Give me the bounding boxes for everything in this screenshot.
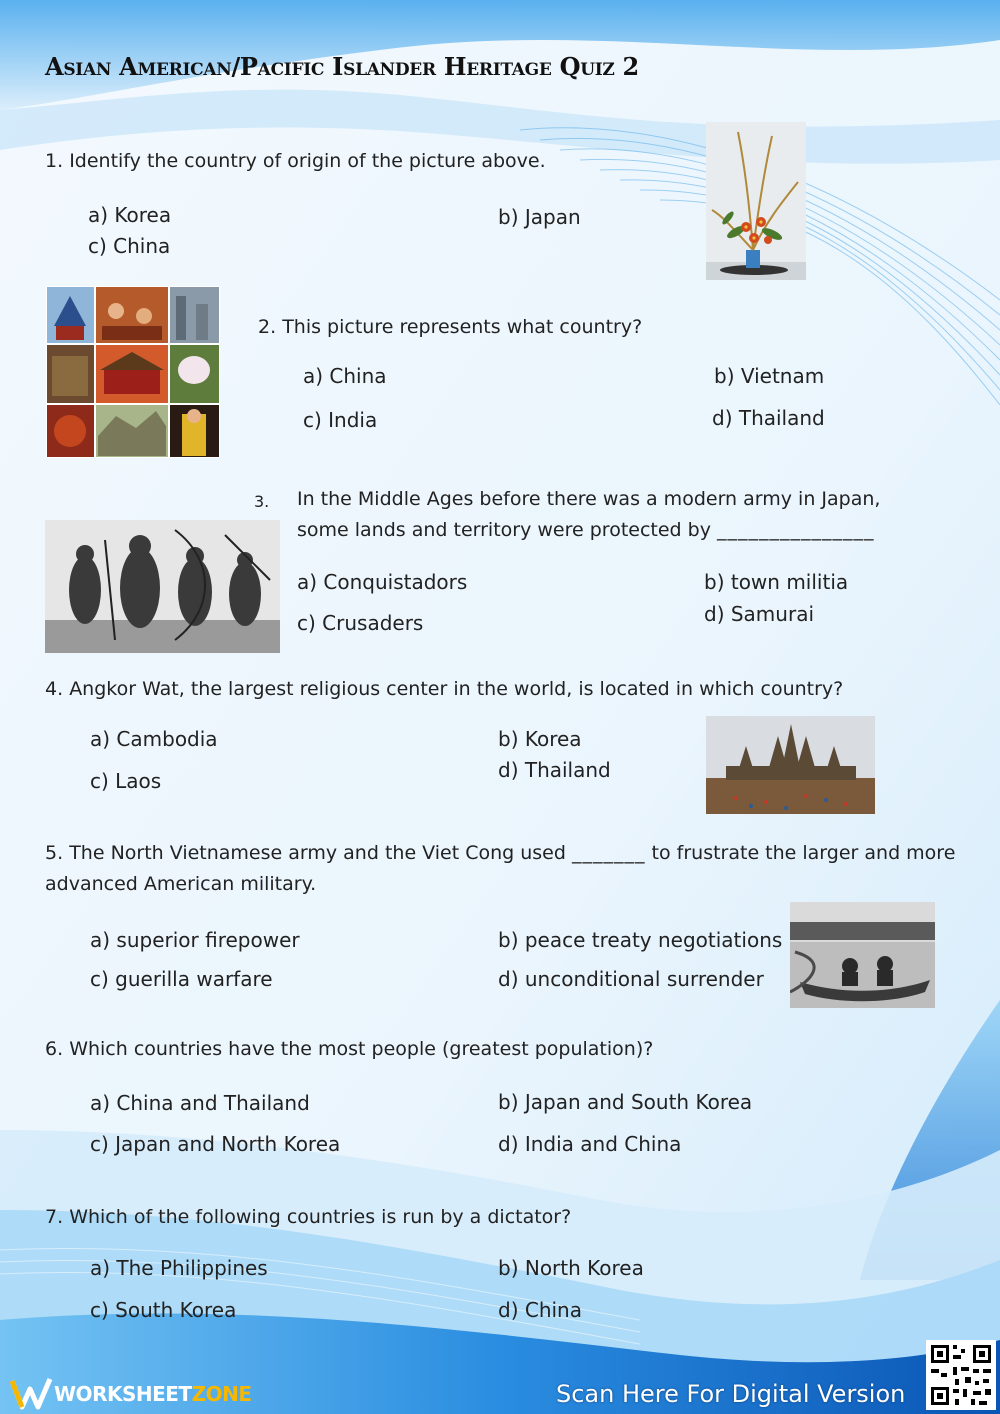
question-3-line-1: In the Middle Ages before there was a modern army in Japan, (297, 488, 881, 510)
q1-option-b[interactable]: b) Japan (498, 205, 581, 229)
q4-option-d[interactable]: d) Thailand (498, 758, 611, 782)
question-2 (258, 316, 642, 338)
brand-part-2: ZONE (191, 1382, 252, 1406)
qr-code-icon[interactable] (926, 1340, 996, 1410)
q2-option-c[interactable]: c) India (303, 408, 378, 432)
question-number: 6. (45, 1038, 64, 1060)
q1-option-a[interactable]: a) Korea (88, 203, 172, 227)
q3-option-d[interactable]: d) Samurai (704, 602, 814, 626)
q7-option-c[interactable]: c) South Korea (90, 1298, 237, 1322)
question-number: 2. (258, 316, 277, 338)
q4-option-c[interactable]: c) Laos (90, 769, 162, 793)
q5-option-c[interactable]: c) guerilla warfare (90, 967, 273, 991)
worksheetzone-logo-icon (10, 1377, 54, 1411)
ikebana-picture (706, 122, 806, 280)
q4-option-a[interactable]: a) Cambodia (90, 727, 218, 751)
q7-option-a[interactable]: a) The Philippines (90, 1256, 268, 1280)
question-number: 5. (45, 842, 64, 864)
question-6 (45, 1038, 653, 1060)
q2-option-b[interactable]: b) Vietnam (714, 364, 825, 388)
brand-name (54, 1382, 251, 1406)
question-text: Angkor Wat, the largest religious center in the world, is located in which country? (69, 678, 844, 700)
q6-option-a[interactable]: a) China and Thailand (90, 1091, 310, 1115)
answer-blank: _______________ (717, 519, 875, 541)
q2-option-d[interactable]: d) Thailand (712, 406, 825, 430)
question-3-line-2 (297, 519, 875, 541)
q5-option-a[interactable]: a) superior firepower (90, 928, 300, 952)
q1-option-c[interactable]: c) China (88, 234, 171, 258)
q6-option-b[interactable]: b) Japan and South Korea (498, 1090, 753, 1114)
q4-option-b[interactable]: b) Korea (498, 727, 582, 751)
scan-here-text: Scan Here For Digital Version (556, 1380, 906, 1408)
q3-option-c[interactable]: c) Crusaders (297, 611, 424, 635)
q7-option-d[interactable]: d) China (498, 1298, 582, 1322)
vietnam-boat-picture (790, 902, 935, 1008)
question-3-number: 3. (254, 492, 270, 511)
question-text: This picture represents what country? (282, 316, 643, 338)
question-number: 4. (45, 678, 64, 700)
q5-option-b[interactable]: b) peace treaty negotiations (498, 928, 783, 952)
q2-option-a[interactable]: a) China (303, 364, 387, 388)
q7-option-b[interactable]: b) North Korea (498, 1256, 644, 1280)
q6-option-d[interactable]: d) India and China (498, 1132, 682, 1156)
angkor-wat-picture (706, 716, 875, 814)
question-text: Which of the following countries is run by a dictator? (69, 1206, 572, 1228)
question-number: 1. (45, 150, 64, 172)
q5-option-d[interactable]: d) unconditional surrender (498, 967, 764, 991)
question-text: Identify the country of origin of the picture above. (69, 150, 546, 172)
brand-part-1: WORKSHEET (54, 1382, 192, 1406)
question-text: some lands and territory were protected by (297, 519, 711, 541)
worksheetzone-logo[interactable] (10, 1376, 251, 1412)
question-5-line-2: advanced American military. (45, 873, 317, 895)
question-text-part-2: to frustrate the larger and more (651, 842, 956, 864)
question-text-part-1: The North Vietnamese army and the Viet Cong used (69, 842, 566, 864)
samurai-picture (45, 520, 280, 653)
q3-option-a[interactable]: a) Conquistadors (297, 570, 468, 594)
question-7 (45, 1206, 571, 1228)
question-4 (45, 678, 843, 700)
question-5-line-1 (45, 842, 955, 864)
answer-blank: _______ (571, 842, 646, 864)
q3-option-b[interactable]: b) town militia (704, 570, 849, 594)
question-1 (45, 150, 546, 172)
china-collage-picture (46, 286, 220, 458)
question-number: 7. (45, 1206, 64, 1228)
question-text: Which countries have the most people (greatest population)? (69, 1038, 654, 1060)
q6-option-c[interactable]: c) Japan and North Korea (90, 1132, 341, 1156)
page-title: Asian American/Pacific Islander Heritage Quiz 2 (45, 52, 639, 81)
